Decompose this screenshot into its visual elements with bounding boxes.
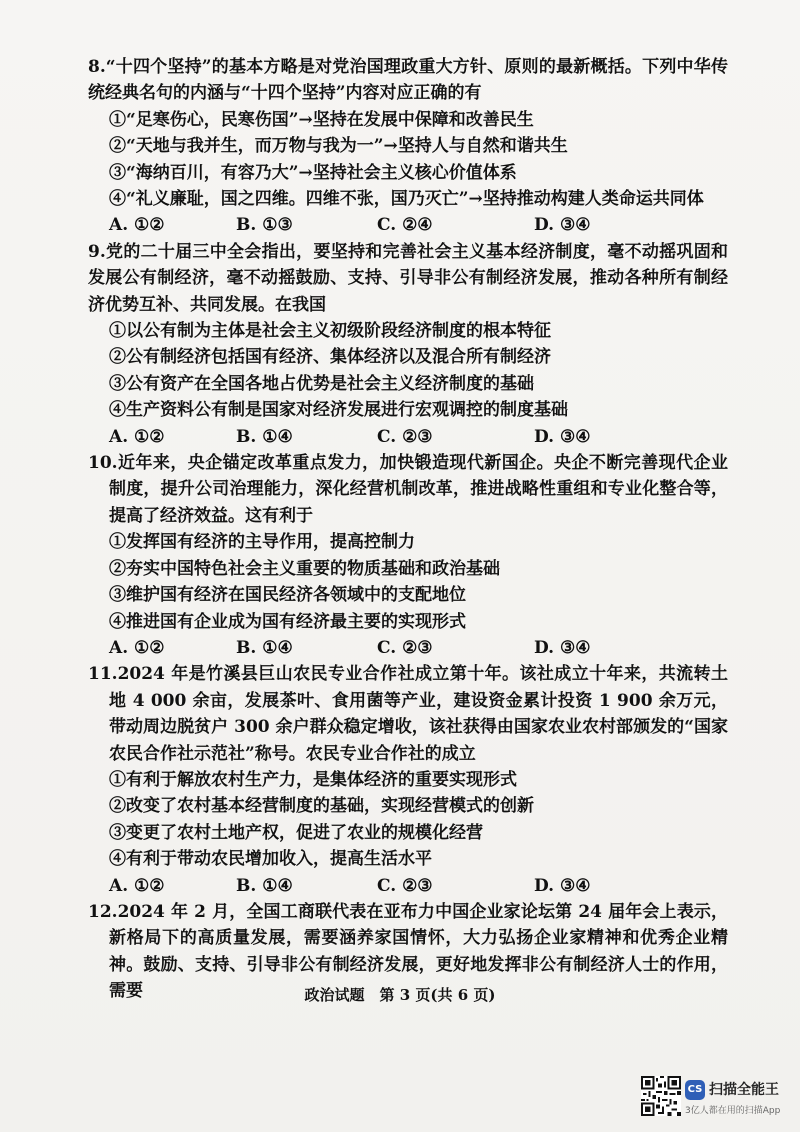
question-option: ①有利于解放农村生产力，是集体经济的重要实现形式 [109,769,517,790]
choice-b: B. ①④ [236,637,293,658]
question-option: ④有利于带动农民增加收入，提高生活水平 [109,849,432,870]
answer-choices [88,873,728,899]
question-8 [88,54,728,239]
question-option: ④推进国有企业成为国有经济最主要的实现形式 [109,611,466,632]
question-10 [88,450,728,661]
question-option: ③变更了农村土地产权，促进了农业的规模化经营 [109,822,483,843]
question-option: ②“天地与我并生，而万物与我为一”→坚持人与自然和谐共生 [109,136,568,157]
scanner-tagline: 3亿人都在用的扫描App [685,1106,781,1116]
question-option: ③“海纳百川，有容乃大”→坚持社会主义核心价值体系 [109,162,517,183]
question-option: ①“足寒伤心，民寒伤国”→坚持在发展中保障和改善民生 [109,109,534,130]
question-option: ④生产资料公有制是国家对经济发展进行宏观调控的制度基础 [109,400,568,421]
question-stem: 12.2024 年 2 月，全国工商联代表在亚布力中国企业家论坛第 24 届年会上表示，新格局下的高质量发展，需要涵养家国情怀，大力弘扬企业家精神和优秀企业精神。鼓励、支持、引导非公有制经济发展，更好地发挥非公有制经济人士的作用，需要 [88,901,728,1002]
page-footer: 政治试题 第 3 页(共 6 页) [304,986,496,1004]
question-stem: 10.近年来，央企锚定改革重点发力，加快锻造现代新国企。央企不断完善现代企业制度，提升公司治理能力，深化经营机制改革，推进战略性重组和专业化整合等，提高了经济效益。这有利于 [88,453,728,526]
choice-c: C. ②③ [377,637,433,658]
choice-a: A. ①② [109,875,165,896]
choice-a: A. ①② [109,215,165,236]
qr-code-icon [641,1076,681,1116]
choice-c: C. ②④ [377,215,433,236]
question-11 [88,661,728,899]
question-option: ①以公有制为主体是社会主义初级阶段经济制度的根本特征 [109,321,551,342]
choice-a: A. ①② [109,637,165,658]
choice-b: B. ①④ [236,426,293,447]
question-stem: 9.党的二十届三中全会指出，要坚持和完善社会主义基本经济制度，毫不动摇巩固和发展公有制经济，毫不动摇鼓励、支持、引导非公有制经济发展，推动各种所有制经济优势互补、共同发展。在我国 [88,241,728,315]
question-option: ②改变了农村基本经营制度的基础，实现经营模式的创新 [109,796,534,817]
question-option: ③维护国有经济在国民经济各领域中的支配地位 [109,585,466,606]
camscanner-logo-icon: CS [685,1080,705,1100]
question-option: ④“礼义廉耻，国之四维。四维不张，国乃灭亡”→坚持推动构建人类命运共同体 [109,189,704,210]
question-option: ③公有资产在全国各地占优势是社会主义经济制度的基础 [109,373,534,394]
question-list [88,54,728,1005]
question-option: ②公有制经济包括国有经济、集体经济以及混合所有制经济 [109,347,551,368]
choice-c: C. ②③ [377,426,433,447]
choice-d: D. ③④ [534,426,591,447]
choice-d: D. ③④ [534,637,591,658]
choice-d: D. ③④ [534,875,591,896]
question-option: ②夯实中国特色社会主义重要的物质基础和政治基础 [109,558,500,579]
question-option: ①发挥国有经济的主导作用，提高控制力 [109,532,415,553]
choice-b: B. ①④ [236,875,293,896]
choice-d: D. ③④ [534,215,591,236]
question-stem: 11.2024 年是竹溪县巨山农民专业合作社成立第十年。该社成立十年来，共流转土地 4 000 余亩，发展茶叶、食用菌等产业，建设资金累计投资 1 900 余万元，带动周边脱贫户 300 余户群众稳定增收，该社获得由国家农业农村部颁发的“国家农民合作社示范社”称号。农民专业合作社的成立 [88,664,728,764]
answer-choices [88,212,728,238]
choice-b: B. ①③ [236,215,293,236]
answer-choices [88,424,728,450]
choice-c: C. ②③ [377,875,433,896]
question-stem: 8.“十四个坚持”的基本方略是对党治国理政重大方针、原则的最新概括。下列中华传统经典名句的内涵与“十四个坚持”内容对应正确的有 [88,57,728,104]
choice-a: A. ①② [109,426,165,447]
scanner-brand: 扫描全能王 [709,1082,779,1098]
answer-choices [88,635,728,661]
question-9 [88,239,728,450]
scanner-watermark [641,1076,791,1122]
